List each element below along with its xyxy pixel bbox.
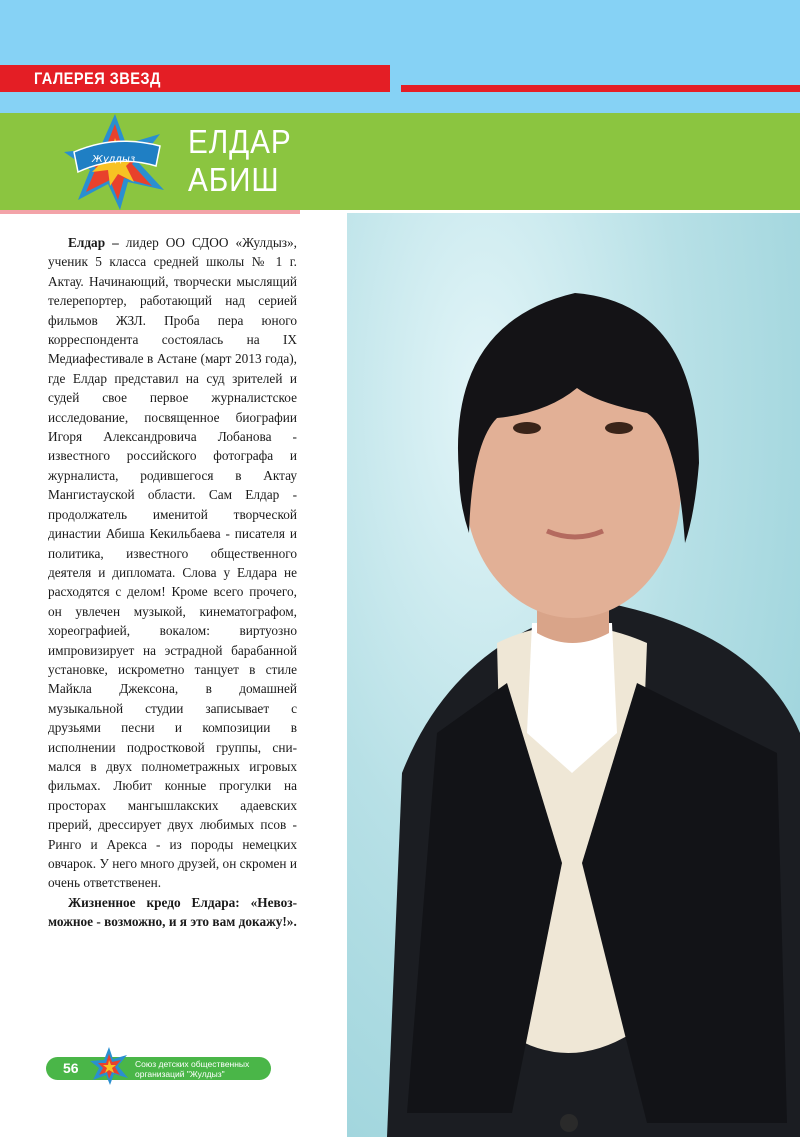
header-red-rule	[401, 85, 800, 92]
page-number: 56	[63, 1060, 79, 1076]
logo-text: Жұлдыз	[92, 154, 136, 165]
footer-org-line2: организаций "Жулдыз"	[135, 1068, 225, 1079]
motto-text: Жизненное кредо Елдара: «Невозможное - возможно, и я это вам докажу!».	[48, 894, 297, 930]
header-sky-band	[0, 0, 800, 113]
section-label: ГАЛЕРЕЯ ЗВЕЗД	[34, 69, 161, 88]
article-body	[48, 233, 297, 932]
portrait-illustration	[347, 213, 800, 1137]
paragraph-1-text: лидер ОО СДОО «Жулдыз», ученик 5 класса средней школы № 1 г. Актау. Начинающий, творчески мыслящий телерепортер, работающий над серией фильмов ЖЗЛ. Проба пера юного корреспондента состоялась на IX Медиафестивале в Астане (март 2013 года), где Елдар представил на суд зрителей и судей свое первое журналистское исследование, посвященное биографии Игоря Александровича Лобанова - известного российского фотографа и журналиста, родившегося в Актау Мангистауской области. Сам Елдар - продолжатель именитой творческой династии Абиша Кекильбаева - писателя и политика, известного общественного деятеля и дипломата. Слова у Елдара не расходятся с делом! Кроме всего прочего, он увлечен музыкой, кинематографом, хореографией, вокалом: виртуозно импровизирует на эстрадной барабанной установке, искрометно танцует в стиле Майкла Джексона, в домашней музыкальной студии записывает с друзьями песни и композиции в исполнении подростковой группы, снимался в двух полнометражных игровых фильмах. Любит конные прогулки на просторах мангышлакских адаевских прерий, дрессирует двух любимых псов - Ринго и Арекса - из породы немецких овчарок. У него много друзей, он скромен и очень ответственен.	[48, 235, 298, 891]
person-first-name: ЕЛДАР	[188, 123, 292, 160]
footer-org-name	[135, 1060, 275, 1079]
lead-name: Елдар –	[68, 235, 119, 250]
footer-org-line1: Союз детских общественных	[135, 1059, 250, 1069]
portrait-photo	[347, 213, 800, 1137]
article-motto	[48, 893, 297, 932]
person-last-name: АБИШ	[188, 161, 280, 198]
zhuldyz-star-logo-icon	[60, 112, 170, 212]
article-paragraph	[48, 233, 297, 893]
footer-star-icon	[88, 1046, 130, 1086]
